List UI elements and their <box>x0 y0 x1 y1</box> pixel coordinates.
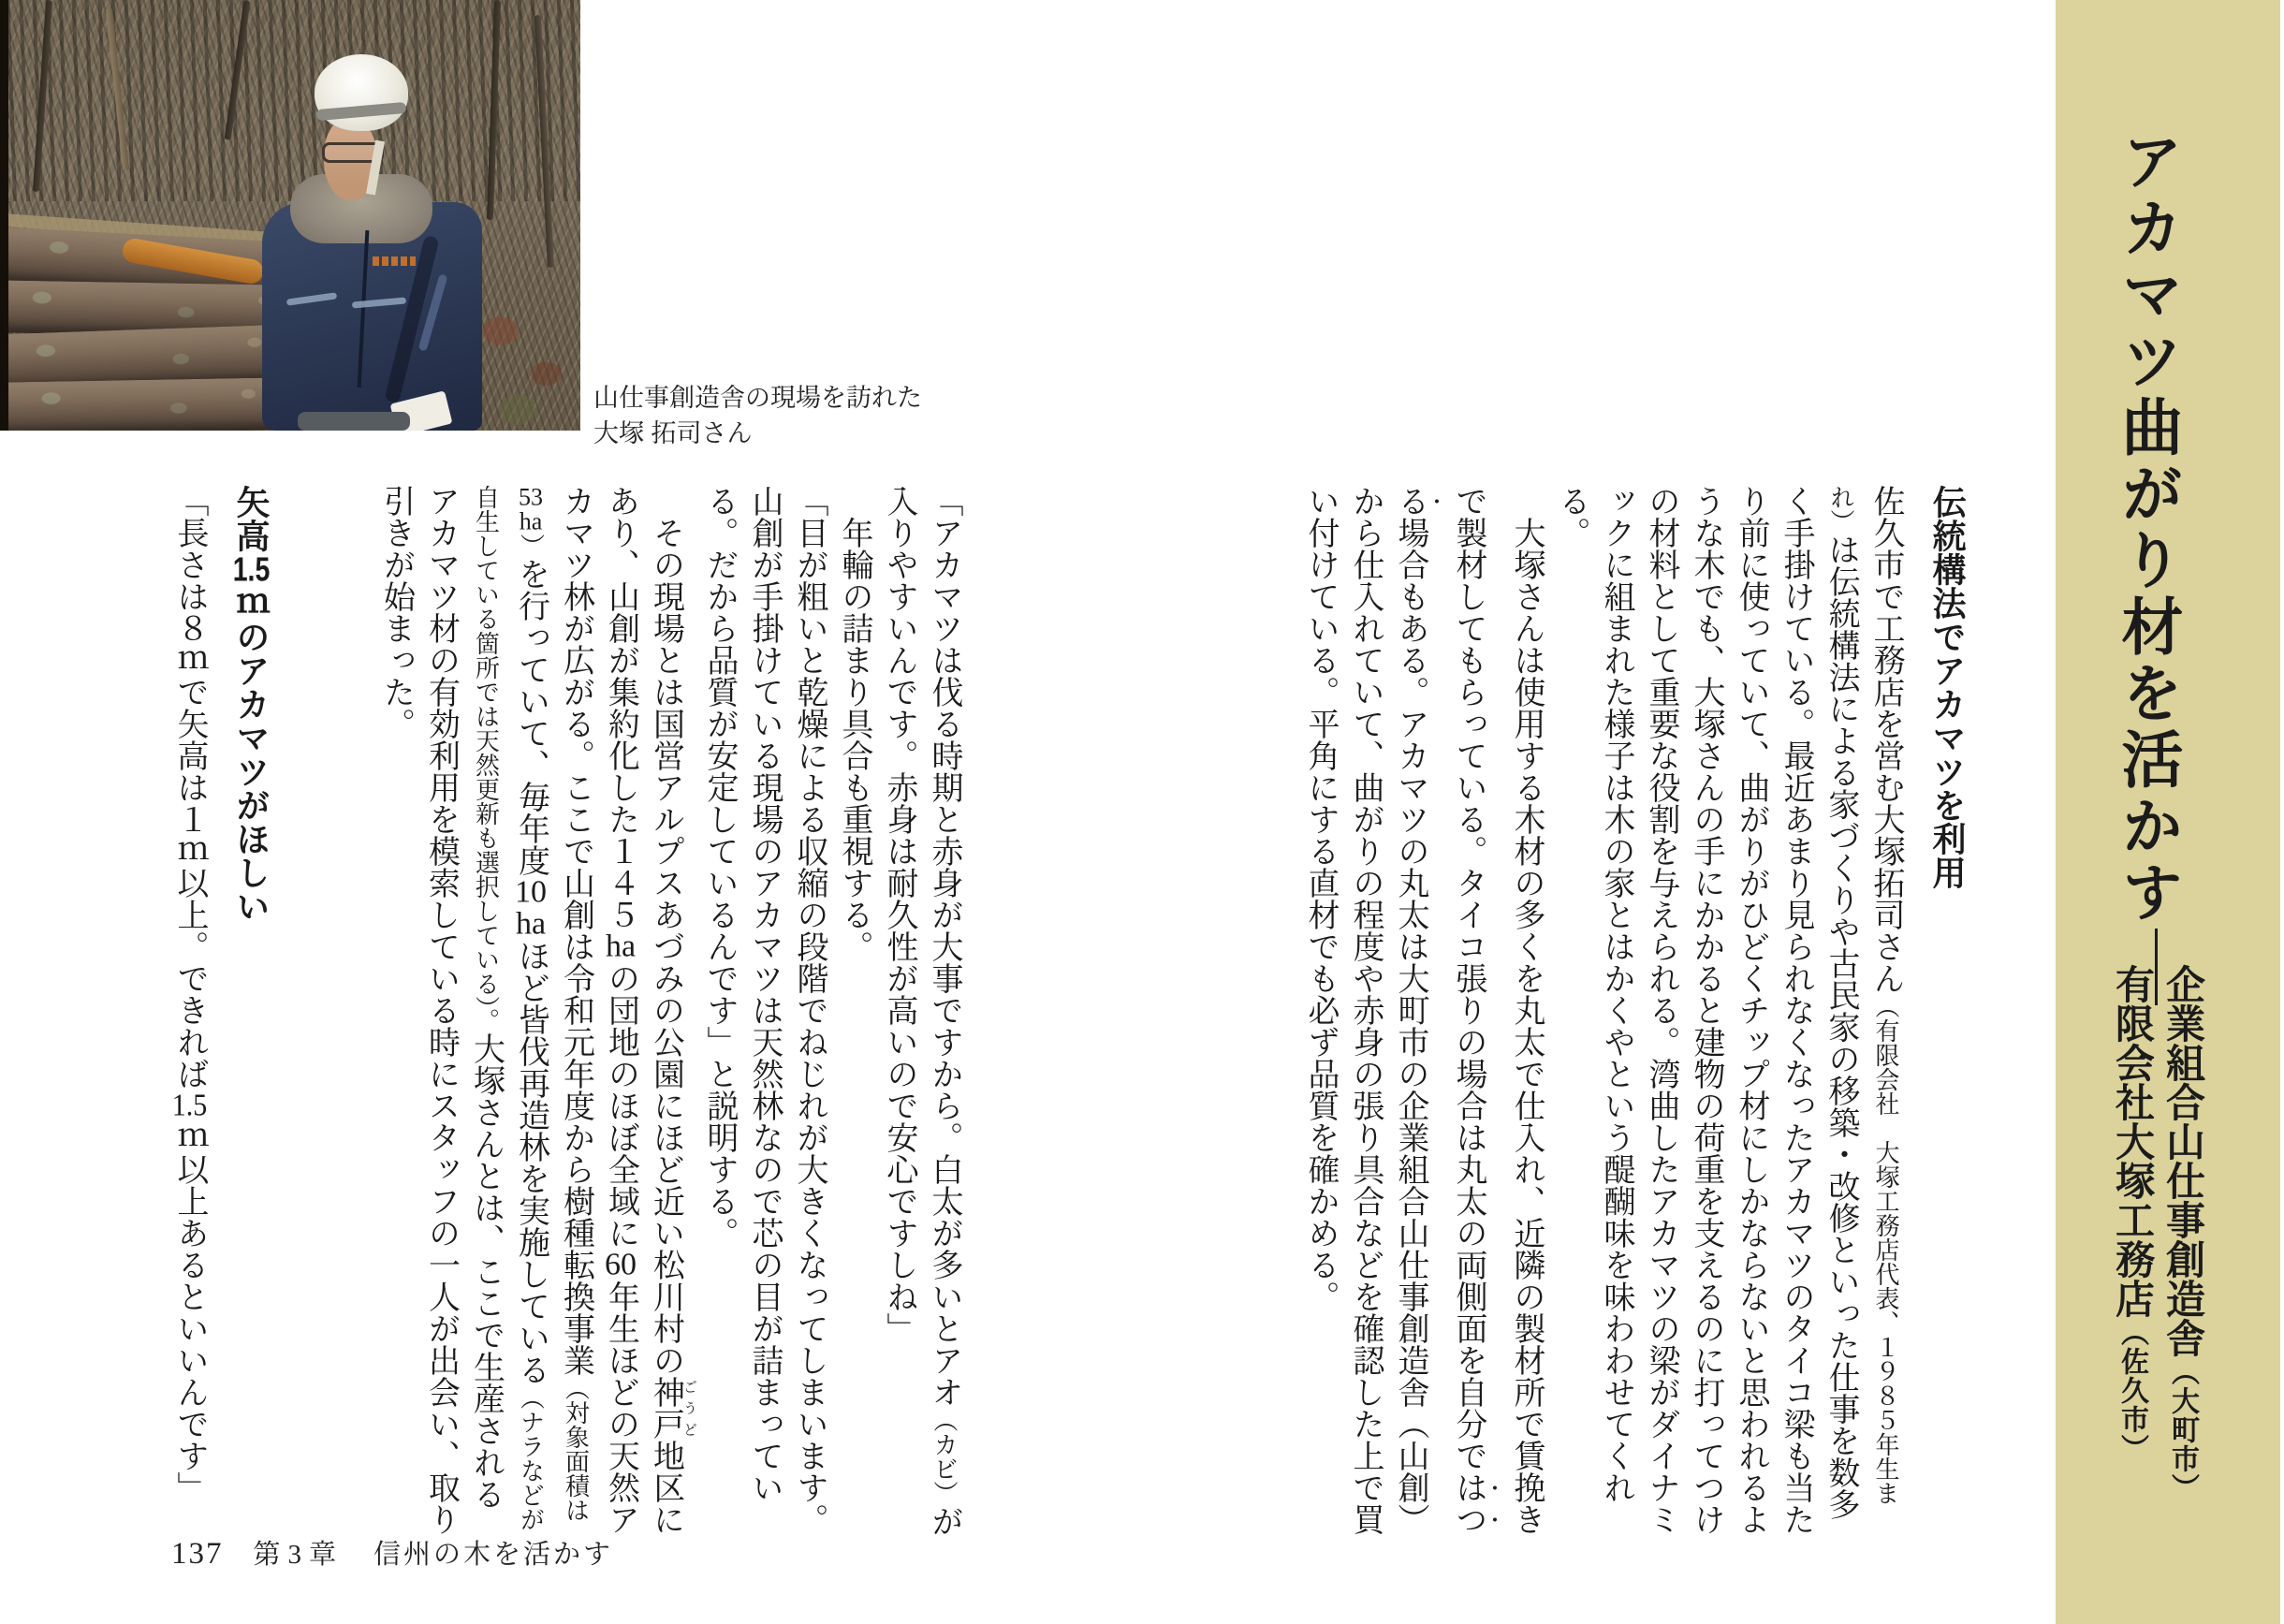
autumn-foliage <box>466 288 580 431</box>
text-run: 1.5 <box>232 552 271 586</box>
text-run: （カビ） <box>930 1408 958 1505</box>
text-run: 地区にあり、山創が集約化した１４５ <box>603 485 683 1535</box>
text-run: （ナラなどが自生している箇所では天然更新も選択している）。 <box>472 485 545 1531</box>
text-run: ｍ以上あるといいんです」 <box>172 1121 207 1503</box>
jacket-logo <box>373 256 416 266</box>
page-edge-shadow <box>0 0 8 431</box>
page-footer <box>171 1533 613 1572</box>
text-run: 大塚さんとは、ここで生産されるアカマツ材の有効利用を模索している時にスタッフの一人が出会い、取り引きが始まった。 <box>378 485 504 1535</box>
organization-names <box>2106 964 2207 1502</box>
text-run: ） <box>517 534 545 558</box>
worker-pants <box>298 412 410 431</box>
paragraph <box>831 485 876 1538</box>
text-run: 年輪の詰まり具合も重視する。 <box>837 485 871 962</box>
text-run: 矢高 <box>232 485 271 552</box>
text-run: 10 <box>515 876 547 908</box>
text-run: 佐久市で工務店を営む大塚拓司さん <box>1868 485 1903 994</box>
photo-caption-line1: 山仕事創造舎の現場を訪れた <box>593 384 922 412</box>
text-run: はつる <box>1393 485 1486 1535</box>
text-run: 「長さは８ｍで矢高は１ｍ以上。できれば <box>172 485 207 1090</box>
text-run: ha <box>519 509 543 534</box>
paragraph <box>167 485 212 1538</box>
section-heading <box>1925 485 1969 1538</box>
text-run: 伝統構法でアカマツを利用 <box>1928 485 1967 889</box>
text-run: は伝統構法による家づくりや古民家の移築・改修といった仕事を数多く手掛けている。最近あまり見られなくなったアカマツのタイコ梁も当たり前に使っていて、曲がりがひどくチップ材にしかならないと思われるような木でも、大塚さんの手にかかると建物の荷重を支えるのに打ってつけの材料として重要な役割を与えられる。湾曲したアカマツの梁がダイナミックに組まれた様子は木の家とはかくやという醍醐味を味わわせてくれる。 <box>1554 485 1858 1535</box>
paragraph <box>1548 485 1908 1538</box>
text-run: を行っていて、毎年度 <box>513 558 549 876</box>
section-yadaka-wish <box>100 485 273 1538</box>
section-interview-quotes <box>320 485 966 1538</box>
paragraph <box>1297 485 1548 1538</box>
text-run: 53 <box>519 485 543 509</box>
text-run: 年生ほどの天然アカマツ林が広がる。ここで山創は令和元年度から樹種転換事業 <box>558 485 638 1535</box>
paragraph <box>696 485 831 1538</box>
text-run: （有限会社 大塚工務店代表、１９８５年生まれ） <box>1827 485 1899 1505</box>
chapter-title: 信州の木を活かす <box>373 1540 614 1570</box>
section-traditional-method <box>1305 485 1969 1538</box>
paragraph <box>876 485 966 1538</box>
organization-1-place: （大町市） <box>2167 1357 2198 1502</box>
organization-2 <box>2106 964 2157 1502</box>
text-run: が入りやすいんです。赤身は耐久性が高いので安心ですしね」 <box>882 485 961 1537</box>
photo-worksite <box>0 0 580 431</box>
text-run: の団地のほぼ全域に <box>603 962 638 1249</box>
article-title: アカマツ曲がり材を活かす <box>2112 129 2180 927</box>
text-run: 場合もある。アカマツの丸太は大町市の企業組合山仕事創造舎（山創）から仕入れていて、曲がりの程度や赤身の張り具合などを確認した上で買い付けている。平角にする直材でも必ず品質を確かめる。 <box>1303 485 1428 1535</box>
text-run: ｍのアカマツがほしい <box>232 586 271 923</box>
photo-caption <box>593 380 922 451</box>
text-run: 60 <box>605 1249 637 1280</box>
organization-1 <box>2157 964 2207 1502</box>
text-run: 大塚さんは使用する木材の多くを丸太で仕入れ、近隣の製材所で賃挽きで製材してもらっている。タイコ張りの場合は丸太の両側面を自分で <box>1451 485 1544 1535</box>
text-run: 「アカマツは伐る時期と赤身が大事ですから。白太が多いとアオ <box>927 485 961 1408</box>
title-band <box>2056 0 2280 1624</box>
section-heading <box>228 485 273 1538</box>
log-pile-log <box>0 377 300 431</box>
photo-caption-line2: 大塚 拓司さん <box>593 419 753 447</box>
text-run: 1.5 <box>171 1090 208 1121</box>
paragraph <box>373 485 697 1538</box>
organization-2-name: 有限会社大塚工務店 <box>2110 964 2153 1318</box>
page-number: 137 <box>171 1537 224 1571</box>
text-run: その現場とは国営アルプスあづみの公園にほど近い松川村の <box>648 485 683 1376</box>
text-run: （対象面積は <box>562 1376 590 1522</box>
ruby-annotated-text: 神戸ごうど <box>648 1376 696 1440</box>
text-run: ha <box>515 908 547 940</box>
chapter-label: 第3章 <box>253 1540 344 1570</box>
text-run: 「目が粗いと乾燥による収縮の段階でねじれが大きくなってしまいます。山創が手掛けている現場のアカマツは天然林なので芯の目が詰まっている。だから品質が安定しているんです」と説明する。 <box>702 485 827 1535</box>
text-run: ほど皆伐再造林を実施している <box>513 940 549 1385</box>
text-run: ha <box>605 930 637 962</box>
organization-1-name: 企業組合山仕事創造舎 <box>2160 964 2203 1357</box>
organization-2-place: （佐久市） <box>2116 1318 2147 1463</box>
